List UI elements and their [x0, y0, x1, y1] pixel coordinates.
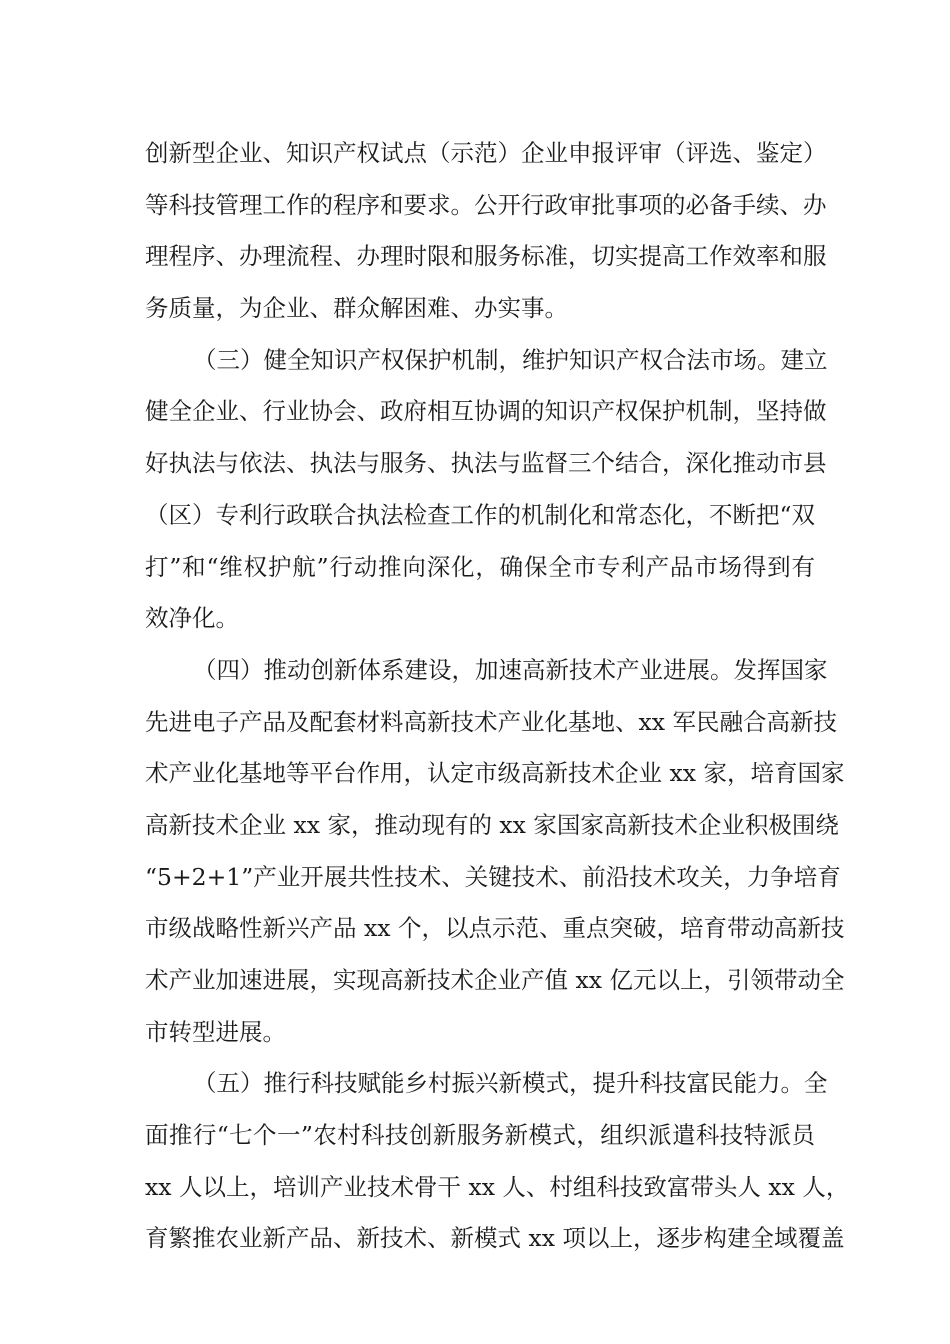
text-line: “5+2+1”产业开展共性技术、关键技术、前沿技术攻关，力争培育 — [145, 862, 841, 891]
text-line: 育繁推农业新产品、新技术、新模式 xx 项以上，逐步构建全域覆盖 — [145, 1224, 845, 1253]
text-line: 打”和“维权护航”行动推向深化，确保全市专利产品市场得到有 — [145, 552, 815, 581]
text-line: xx 人以上，培训产业技术骨干 xx 人、村组科技致富带头人 xx 人， — [145, 1172, 850, 1201]
text-line: 高新技术企业 xx 家，推动现有的 xx 家国家高新技术企业积极围绕 — [145, 810, 839, 839]
paragraph-4-heading-line: （四）推动创新体系建设，加速高新技术产业进展。发挥国家 — [193, 655, 828, 684]
text-line: 好执法与依法、执法与服务、执法与监督三个结合，深化推动市县 — [145, 449, 827, 478]
text-line: 先进电子产品及配套材料高新技术产业化基地、xx 军民融合高新技 — [145, 707, 837, 736]
paragraph-3-heading-line: （三）健全知识产权保护机制，维护知识产权合法市场。建立 — [193, 345, 828, 374]
text-line: 等科技管理工作的程序和要求。公开行政审批事项的必备手续、办 — [145, 190, 827, 219]
text-line: 市级战略性新兴产品 xx 个，以点示范、重点突破，培育带动高新技 — [145, 914, 845, 943]
text-line: 理程序、办理流程、办理时限和服务标准，切实提高工作效率和服 — [145, 242, 827, 271]
text-line: 效净化。 — [145, 604, 239, 633]
text-line: 面推行“七个一”农村科技创新服务新模式，组织派遣科技特派员 — [145, 1121, 815, 1150]
text-line: 术产业化基地等平台作用，认定市级高新技术企业 xx 家，培育国家 — [145, 759, 845, 788]
paragraph-5-heading-line: （五）推行科技赋能乡村振兴新模式，提升科技富民能力。全 — [193, 1069, 828, 1098]
text-line: 健全企业、行业协会、政府相互协调的知识产权保护机制，坚持做 — [145, 397, 827, 426]
document-body — [145, 128, 850, 1265]
text-line: 务质量，为企业、群众解困难、办实事。 — [145, 294, 568, 323]
text-line: 创新型企业、知识产权试点（示范）企业申报评审（评选、鉴定） — [145, 139, 827, 167]
text-line: 市转型进展。 — [145, 1017, 286, 1046]
text-line: 术产业加速进展，实现高新技术企业产值 xx 亿元以上，引领带动全 — [145, 966, 845, 994]
text-line: （区）专利行政联合执法检查工作的机制化和常态化，不断把“双 — [145, 500, 816, 529]
